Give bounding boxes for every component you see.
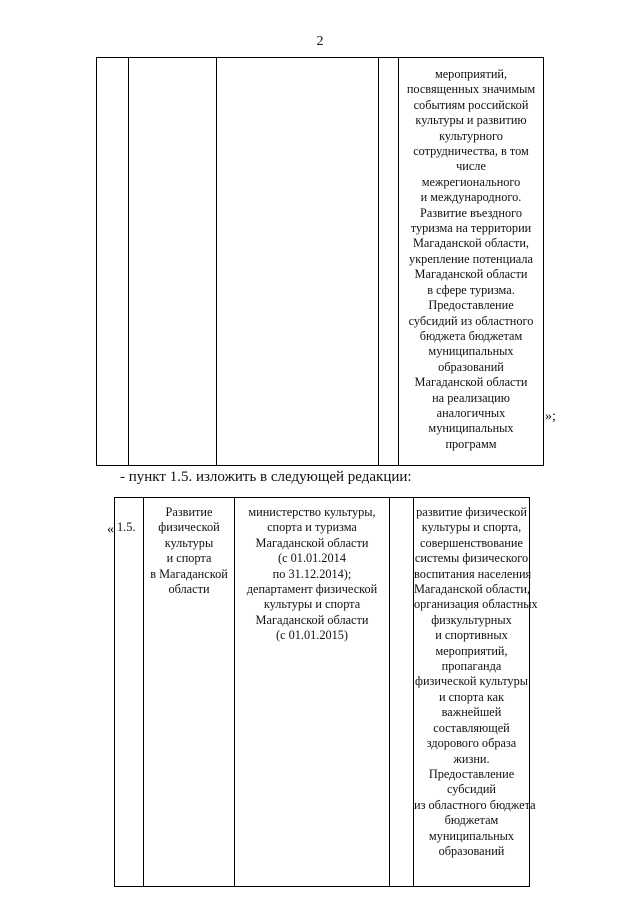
- text-line: министерство культуры,: [248, 505, 376, 519]
- text-line: Развитие въездного: [419, 205, 522, 220]
- text-line: по 31.12.2014);: [272, 566, 352, 581]
- text-line: и спорта как: [438, 689, 505, 704]
- text-line: Предоставление: [428, 298, 514, 313]
- text-line: мероприятий,: [434, 67, 508, 81]
- new-row-table: [114, 497, 538, 887]
- amendment-instruction: - пункт 1.5. изложить в следующей редакции:: [120, 469, 412, 485]
- text-line: числе: [456, 159, 486, 174]
- text-line: бюджетам: [444, 813, 499, 828]
- text-line: Магаданской области: [255, 612, 369, 627]
- text-line: укрепление потенциала: [409, 251, 533, 266]
- text-line: и спорта: [166, 551, 212, 566]
- executor-cell: [235, 498, 390, 887]
- text-line: аналогичных: [436, 405, 506, 420]
- number-cell: 1.5.: [115, 498, 144, 887]
- text-line: Магаданской области: [255, 535, 369, 550]
- text-line: программ: [445, 436, 497, 451]
- text-line: культуры и развитию: [415, 113, 527, 128]
- extra-cell: [379, 58, 399, 466]
- text-line: туризма на территории: [410, 221, 532, 236]
- table-row: [115, 498, 530, 887]
- text-line: организация областных: [414, 597, 538, 612]
- text-line: культуры: [164, 535, 214, 550]
- text-line: пропаганда: [441, 659, 502, 674]
- text-line: физической культуры: [414, 674, 528, 689]
- text-line: из областного бюджета: [414, 797, 536, 812]
- text-line: мероприятий,: [435, 643, 508, 658]
- text-line: Магаданской области,: [413, 236, 529, 251]
- text-line: здорового образа: [426, 736, 517, 751]
- text-line: важнейшей: [441, 705, 502, 720]
- text-line: жизни.: [453, 751, 490, 766]
- text-line: физической: [158, 520, 220, 535]
- executor-cell: [217, 58, 379, 466]
- continuation-table: [96, 57, 544, 466]
- text-line: воспитания населения: [414, 566, 532, 581]
- text-line: спорта и туризма: [267, 520, 357, 535]
- text-line: бюджета бюджетам: [419, 328, 523, 343]
- text-line: сотрудничества, в том: [413, 144, 529, 159]
- text-line: посвященных значимым: [406, 82, 536, 97]
- text-line: системы физического: [414, 551, 529, 566]
- text-line: составляющей: [433, 720, 510, 735]
- text-line: развитие физической: [416, 505, 527, 519]
- text-line: совершенствование: [420, 535, 523, 550]
- text-line: Предоставление: [428, 766, 515, 781]
- text-line: субсидий из областного: [408, 313, 534, 328]
- text-line: департамент физической: [246, 582, 378, 597]
- text-line: и спортивных: [435, 628, 508, 643]
- text-line: межрегионального: [421, 174, 521, 189]
- text-line: (с 01.01.2014: [278, 551, 346, 566]
- text-line: культурного: [439, 128, 503, 143]
- text-line: муниципальных: [428, 421, 514, 436]
- table-row: [97, 58, 544, 466]
- number-cell: [97, 58, 129, 466]
- closing-quote: »;: [545, 409, 556, 424]
- text-line: культуры и спорта: [263, 597, 361, 612]
- text-line: Магаданской области,: [414, 582, 530, 597]
- text-line: муниципальных: [428, 828, 515, 843]
- text-line: в сфере туризма.: [427, 282, 515, 297]
- text-line: и международного.: [420, 190, 522, 205]
- text-line: Развитие: [165, 505, 213, 519]
- extra-cell: [390, 498, 414, 887]
- text-line: (с 01.01.2015): [275, 628, 349, 643]
- text-line: на реализацию: [432, 390, 510, 405]
- text-line: культуры и спорта,: [421, 520, 522, 535]
- text-line: событиям российской: [413, 97, 529, 112]
- text-line: Магаданской области: [414, 375, 528, 390]
- text-line: муниципальных: [428, 344, 514, 359]
- text-line: области: [168, 582, 210, 597]
- text-line: субсидий: [447, 782, 496, 797]
- text-line: образований: [438, 843, 505, 858]
- opening-quote: «: [107, 522, 114, 537]
- name-cell: [129, 58, 217, 466]
- text-line: образований: [438, 359, 504, 374]
- name-cell: [144, 498, 235, 887]
- description-cell: [414, 498, 538, 887]
- text-line: физкультурных: [431, 612, 512, 627]
- text-line: в Магаданской: [150, 566, 228, 581]
- text-line: Магаданской области: [414, 267, 528, 282]
- page-number: 2: [316, 34, 324, 49]
- description-cell: [399, 58, 544, 466]
